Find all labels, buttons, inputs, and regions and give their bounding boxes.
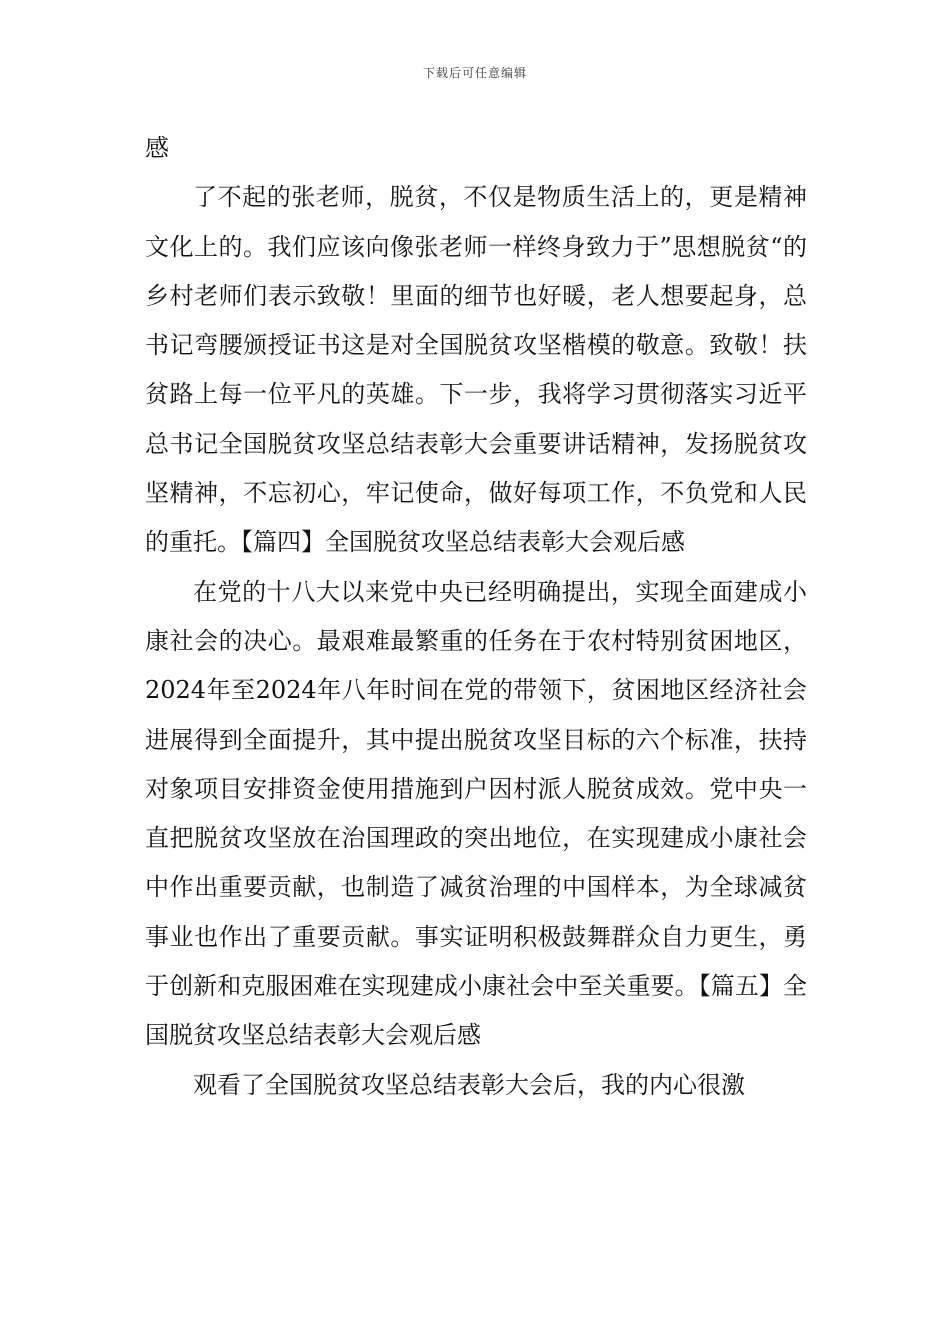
document-body	[145, 124, 807, 1110]
paragraph-4: 观看了全国脱贫攻坚总结表彰大会后，我的内心很激	[193, 1070, 745, 1099]
paragraph-1: 感	[145, 134, 169, 162]
paragraph-3: 在党的十八大以来党中央已经明确提出，实现全面建成小康社会的决心。最艰难最繁重的任务在于农村特别贫困地区，2024年至2024年八年时间在党的带领下，贫困地区经济社会进展得到全面提升，其中提出脱贫攻坚目标的六个标准，扶持对象项目安排资金使用措施到户因村派人脱贫成效。党中央一直把脱贫攻坚放在治国理政的突出地位，在实现建成小康社会中作出重要贡献，也制造了减贫治理的中国样本，为全球减贫事业也作出了重要贡献。事实证明积极鼓舞群众自力更生，勇于创新和克服困难在实现建成小康社会中至关重要。【篇五】全国脱贫攻坚总结表彰大会观后感	[145, 577, 807, 1050]
paragraph-2: 了不起的张老师，脱贫，不仅是物质生活上的，更是精神文化上的。我们应该向像张老师一样终身致力于”思想脱贫“的乡村老师们表示致敬！里面的细节也好暖，老人想要起身，总书记弯腰颁授证书这是对全国脱贫攻坚楷模的敬意。致敬！扶贫路上每一位平凡的英雄。下一步，我将学习贯彻落实习近平总书记全国脱贫攻坚总结表彰大会重要讲话精神，发扬脱贫攻坚精神，不忘初心，牢记使命，做好每项工作，不负党和人民的重托。【篇四】全国脱贫攻坚总结表彰大会观后感	[145, 183, 807, 557]
page-header: 下载后可任意编辑	[422, 66, 527, 80]
